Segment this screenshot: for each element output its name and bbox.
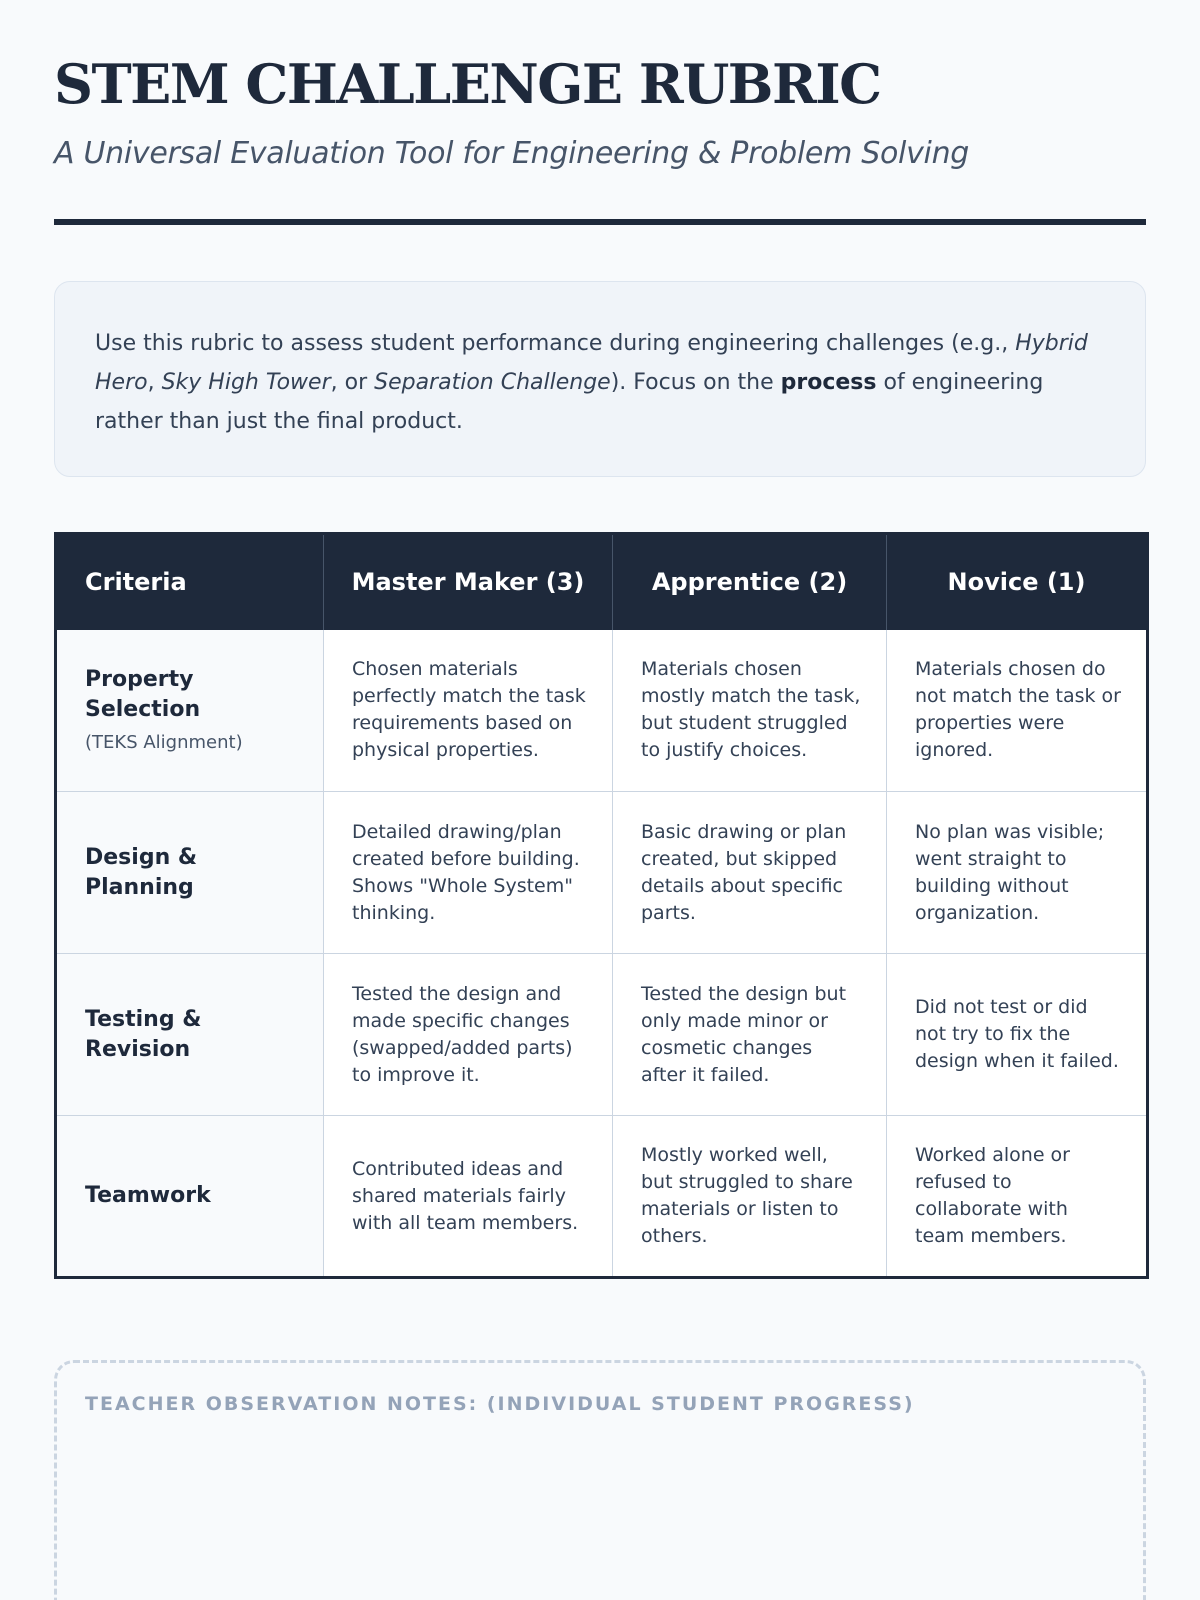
table-header-row	[56, 534, 1148, 630]
intro-sep-1: ,	[147, 370, 162, 395]
header-divider	[54, 219, 1146, 225]
apprentice-cell: Mostly worked well, but struggled to share materials or listen to others.	[613, 1116, 887, 1278]
header-criteria: Criteria	[56, 534, 324, 630]
criteria-subtitle: (TEKS Alignment)	[85, 731, 243, 753]
table-row	[56, 630, 1148, 792]
novice-cell: Did not test or did not try to fix the design when it failed.	[887, 954, 1148, 1116]
master-cell: Chosen materials perfectly match the task requirements based on physical properties.	[324, 630, 613, 792]
intro-example-1: Hybrid Hero	[95, 331, 1088, 395]
table-row	[56, 792, 1148, 954]
novice-cell: Worked alone or refused to collaborate with team members.	[887, 1116, 1148, 1278]
teacher-notes-label: TEACHER OBSERVATION NOTES: (INDIVIDUAL STUDENT PROGRESS)	[85, 1393, 915, 1415]
intro-emphasis: process	[780, 370, 877, 395]
intro-example-2: Sky High Tower	[161, 370, 331, 395]
master-cell: Contributed ideas and shared materials fairly with all team members.	[324, 1116, 613, 1278]
rubric-table	[54, 532, 1149, 1279]
criteria-name: Design & Planning	[85, 844, 198, 900]
intro-text-3: of engineering rather than just the final product.	[95, 370, 1044, 434]
page-title: STEM CHALLENGE RUBRIC	[54, 52, 881, 116]
criteria-cell	[56, 630, 324, 792]
teacher-notes-box[interactable]	[54, 1360, 1146, 1600]
criteria-cell	[56, 1116, 324, 1278]
header-novice: Novice (1)	[887, 534, 1148, 630]
criteria-name: Testing & Revision	[85, 1006, 202, 1062]
criteria-cell	[56, 954, 324, 1116]
criteria-cell	[56, 792, 324, 954]
header-apprentice: Apprentice (2)	[613, 534, 887, 630]
apprentice-cell: Tested the design but only made minor or cosmetic changes after it failed.	[613, 954, 887, 1116]
master-cell: Tested the design and made specific changes (swapped/added parts) to improve it.	[324, 954, 613, 1116]
intro-text-1: Use this rubric to assess student performance during engineering challenges (e.g.,	[95, 331, 1016, 356]
page-subtitle: A Universal Evaluation Tool for Engineering & Problem Solving	[54, 136, 970, 171]
criteria-name: Teamwork	[85, 1183, 211, 1208]
novice-cell: Materials chosen do not match the task or properties were ignored.	[887, 630, 1148, 792]
intro-example-3: Separation Challenge	[374, 370, 611, 395]
master-cell: Detailed drawing/plan created before building. Shows "Whole System" thinking.	[324, 792, 613, 954]
intro-sep-2: , or	[330, 370, 375, 395]
apprentice-cell: Materials chosen mostly match the task, but student struggled to justify choices.	[613, 630, 887, 792]
table-row	[56, 954, 1148, 1116]
intro-box	[54, 281, 1146, 477]
apprentice-cell: Basic drawing or plan created, but skipped details about specific parts.	[613, 792, 887, 954]
table-row	[56, 1116, 1148, 1278]
header-master-maker: Master Maker (3)	[324, 534, 613, 630]
intro-text-2: ). Focus on the	[610, 370, 781, 395]
criteria-name: Property Selection	[85, 666, 201, 722]
novice-cell: No plan was visible; went straight to building without organization.	[887, 792, 1148, 954]
